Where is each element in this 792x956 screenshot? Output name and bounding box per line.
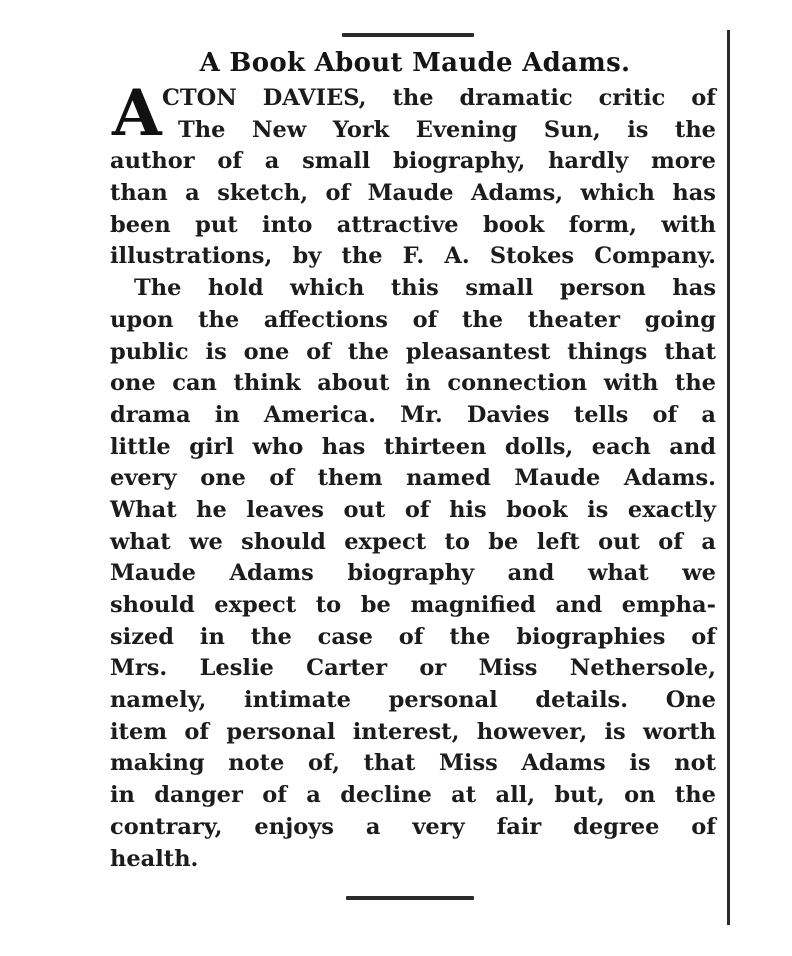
text-line <box>110 590 716 622</box>
word: illustrations, <box>110 243 273 270</box>
word: exactly <box>627 496 716 523</box>
word: of <box>306 338 331 365</box>
word: enjoys <box>254 813 334 840</box>
text-line <box>110 146 716 178</box>
word: small <box>465 275 534 302</box>
word: has <box>321 433 366 460</box>
word: Miss <box>439 750 498 777</box>
word: pleasantest <box>405 338 551 365</box>
word: into <box>262 211 313 238</box>
word: this <box>390 275 439 302</box>
word: New <box>251 116 307 143</box>
bottom-decorative-rule <box>346 896 474 900</box>
word: a <box>306 782 321 809</box>
word: DAVIES, <box>262 85 367 111</box>
word: leaves <box>246 496 324 523</box>
word: namely, <box>110 687 207 714</box>
word: all, <box>495 782 536 809</box>
word: what <box>587 560 649 587</box>
word: personal <box>226 718 336 745</box>
word: degree <box>573 813 660 840</box>
word: each <box>591 433 651 460</box>
word: dolls, <box>504 433 574 460</box>
word: York <box>332 116 390 143</box>
text-line <box>110 558 716 590</box>
word: in <box>405 370 431 397</box>
word: of <box>412 306 438 333</box>
word: out <box>343 496 386 523</box>
text-line <box>110 432 716 464</box>
word: person <box>559 275 646 302</box>
word: Leslie <box>199 655 274 682</box>
word: critic <box>598 85 666 111</box>
word: personal <box>388 687 498 714</box>
word: we <box>189 528 223 555</box>
word: that <box>363 750 416 777</box>
word: expect <box>214 592 297 618</box>
word: and <box>555 592 603 618</box>
word: author <box>110 148 195 175</box>
text-line <box>110 812 716 844</box>
word: F. <box>402 243 425 270</box>
word: Maude <box>110 560 196 587</box>
word: at <box>451 782 477 809</box>
word: What <box>110 496 177 523</box>
word: of <box>398 623 424 650</box>
word: of <box>184 718 210 745</box>
word: fair <box>496 813 542 840</box>
word: put <box>195 211 238 238</box>
word: attractive <box>336 211 459 238</box>
text-line <box>110 115 716 147</box>
word: girl <box>189 433 234 460</box>
word: expect <box>344 528 427 555</box>
word: Evening <box>415 116 518 143</box>
word: hold <box>207 275 264 302</box>
word: left <box>536 528 580 555</box>
word: biographies <box>516 623 666 650</box>
word: a <box>185 180 200 207</box>
word: to <box>444 528 470 555</box>
word: about <box>317 370 390 397</box>
word: the <box>674 782 716 809</box>
word: Davies <box>466 401 550 428</box>
word: of <box>269 465 295 492</box>
word: Adams, <box>471 180 564 207</box>
word: of <box>217 148 242 175</box>
word: thirteen <box>383 433 487 460</box>
text-line <box>110 337 716 369</box>
word: making <box>110 750 205 777</box>
word: Mr. <box>400 401 443 428</box>
word: a <box>701 401 716 428</box>
word: been <box>110 211 171 238</box>
word: however, <box>476 718 588 745</box>
word: note <box>228 750 285 777</box>
word: contrary, <box>110 813 223 840</box>
word: biography, <box>393 148 526 175</box>
word: worth <box>643 718 716 745</box>
word: Sun, <box>543 116 601 143</box>
word: intimate <box>244 687 351 714</box>
word: one <box>243 338 290 365</box>
word: his <box>449 496 487 523</box>
word: book <box>482 211 545 238</box>
word: we <box>682 560 716 587</box>
word: but, <box>554 782 605 809</box>
word: the <box>674 116 716 143</box>
word: Nethersole, <box>569 655 716 682</box>
text-line <box>110 178 716 210</box>
word: theater <box>527 306 620 333</box>
word: case <box>317 623 373 650</box>
text-line <box>110 400 716 432</box>
word: the <box>347 338 389 365</box>
word: CTON <box>162 85 237 111</box>
word: should <box>110 592 195 618</box>
word: Adams. <box>623 465 716 492</box>
text-line <box>110 717 716 749</box>
word: Adams <box>229 560 314 587</box>
word: the <box>674 370 716 397</box>
word: of <box>652 401 678 428</box>
word: hardly <box>548 148 629 175</box>
article-body <box>110 76 716 875</box>
word: public <box>110 338 189 365</box>
word: the <box>449 623 491 650</box>
word: interest, <box>352 718 460 745</box>
text-line <box>110 241 716 273</box>
article-headline: A Book About Maude Adams. <box>199 48 631 78</box>
word: America. <box>263 401 376 428</box>
word: be <box>360 592 391 618</box>
word: affections <box>263 306 388 333</box>
word: the <box>392 85 434 111</box>
drop-cap-letter: A <box>112 76 162 151</box>
word: small <box>302 148 371 175</box>
word: than <box>110 180 168 207</box>
word: going <box>644 306 716 333</box>
word: not <box>674 750 716 777</box>
word: the <box>198 306 240 333</box>
word: things <box>567 338 648 365</box>
word: is <box>205 338 227 365</box>
word: connection <box>447 370 588 397</box>
word: a <box>365 813 381 840</box>
word: of <box>691 623 716 650</box>
word: a <box>264 148 280 175</box>
word: sketch, <box>217 180 309 207</box>
text-line <box>110 527 716 559</box>
word: of <box>691 85 716 111</box>
word: Carter <box>306 655 388 682</box>
word: out <box>598 528 640 555</box>
word: drama <box>110 401 191 428</box>
word: One <box>665 687 716 714</box>
word: Company. <box>594 243 716 270</box>
text-line <box>110 305 716 337</box>
word: The <box>134 275 182 302</box>
word: Stokes <box>489 243 575 270</box>
word: named <box>406 465 491 492</box>
word: upon <box>110 306 174 333</box>
word: that <box>664 338 716 365</box>
word: should <box>241 528 326 555</box>
text-line <box>110 210 716 242</box>
word: is <box>587 496 609 523</box>
word: item <box>110 718 168 745</box>
word: of <box>325 180 351 207</box>
text-line <box>110 495 716 527</box>
word: A. <box>444 243 470 270</box>
word: Miss <box>478 655 538 682</box>
word: what <box>110 528 171 555</box>
word: Maude <box>367 180 454 207</box>
word: Maude <box>514 465 601 492</box>
text-line <box>110 685 716 717</box>
word: form, <box>568 211 637 238</box>
word: magnified <box>410 592 536 618</box>
word: with <box>603 370 659 397</box>
word: book <box>506 496 568 523</box>
word: Adams <box>521 750 606 777</box>
word: be <box>488 528 519 555</box>
word: sized <box>110 623 175 650</box>
word: and <box>669 433 716 460</box>
word: empha- <box>621 592 716 618</box>
word: in <box>214 401 240 428</box>
word: on <box>624 782 656 809</box>
text-line <box>110 653 716 685</box>
word: with <box>661 211 716 238</box>
word: Mrs. <box>110 655 168 682</box>
word: a <box>701 528 716 555</box>
word: of <box>262 782 287 809</box>
word: can <box>172 370 217 397</box>
text-line <box>110 463 716 495</box>
word: is <box>629 750 651 777</box>
word: dramatic <box>459 85 573 111</box>
word: which <box>580 180 655 207</box>
word: by <box>292 243 322 270</box>
word: think <box>233 370 301 397</box>
text-line <box>110 83 716 115</box>
word: to <box>315 592 342 618</box>
word: of, <box>307 750 341 777</box>
word: and <box>507 560 555 587</box>
word: he <box>196 496 227 523</box>
word: little <box>110 433 171 460</box>
word: which <box>290 275 365 302</box>
word: more <box>650 148 716 175</box>
word: every <box>110 465 177 492</box>
word: or <box>419 655 447 682</box>
word: who <box>252 433 304 460</box>
text-line <box>110 368 716 400</box>
word: of <box>404 496 430 523</box>
word: the <box>341 243 383 270</box>
word: The <box>178 116 226 143</box>
top-decorative-rule <box>342 33 474 37</box>
word: biography <box>347 560 475 587</box>
word: of <box>691 813 716 840</box>
word: very <box>412 813 465 840</box>
word: them <box>317 465 383 492</box>
word: decline <box>340 782 432 809</box>
text-line <box>110 273 716 305</box>
word: health. <box>110 845 199 872</box>
text-line <box>110 622 716 654</box>
column-divider-rule <box>727 30 730 925</box>
word: of <box>658 528 683 555</box>
word: is <box>627 116 649 143</box>
text-line <box>110 844 716 876</box>
word: details. <box>535 687 629 714</box>
word: one <box>200 465 246 492</box>
word: is <box>604 718 626 745</box>
word: in <box>199 623 225 650</box>
text-line <box>110 780 716 812</box>
word: has <box>672 275 716 302</box>
word: the <box>250 623 292 650</box>
word: the <box>461 306 504 333</box>
word: in <box>110 782 135 809</box>
word: one <box>110 370 156 397</box>
word: has <box>672 180 716 207</box>
word: danger <box>154 782 243 809</box>
text-line <box>110 748 716 780</box>
word: tells <box>573 401 629 428</box>
